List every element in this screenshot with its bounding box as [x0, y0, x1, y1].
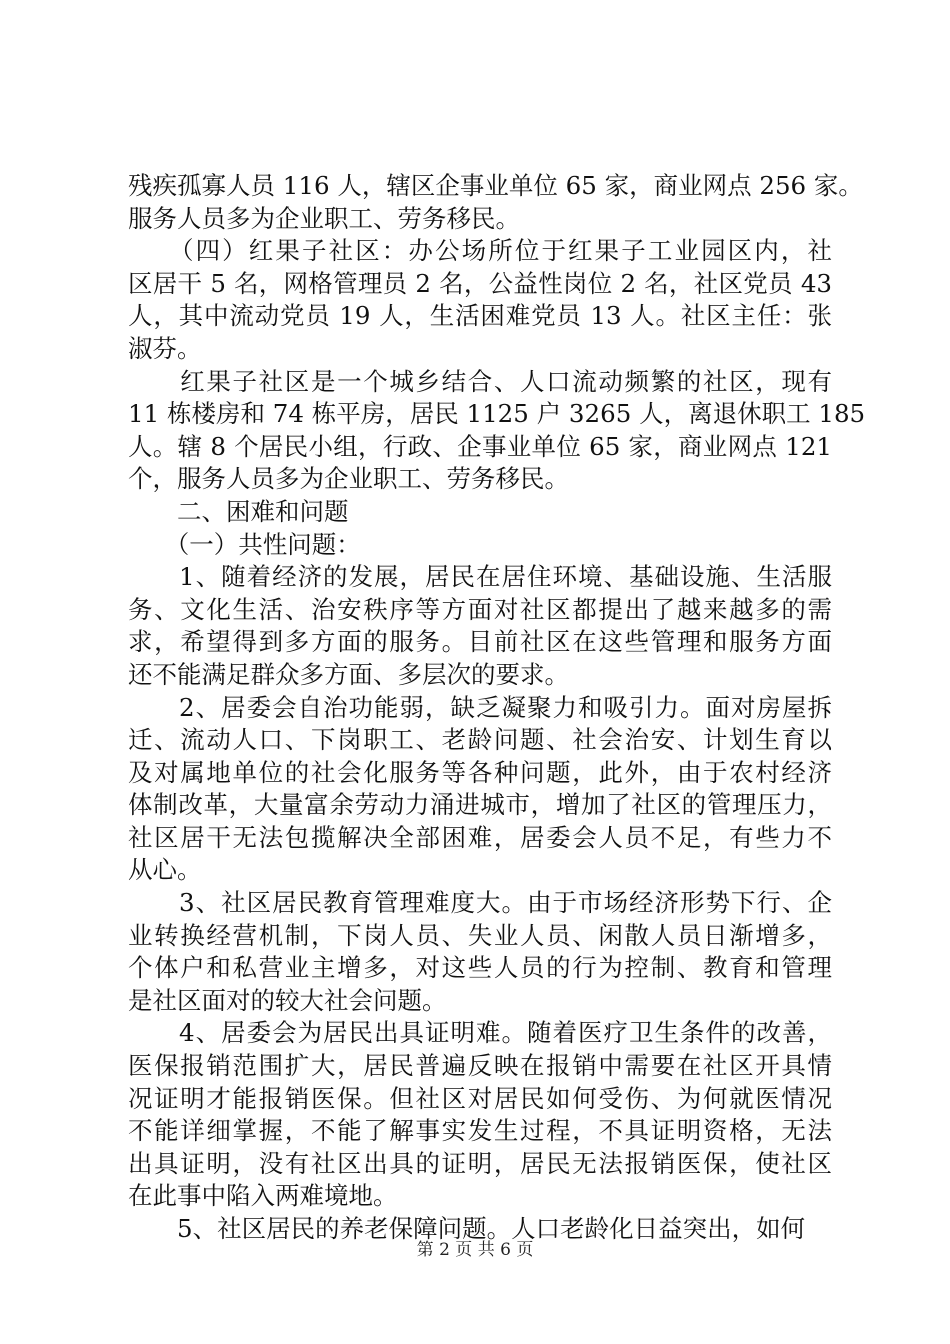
text-line: 残疾孤寡人员 116 人，辖区企事业单位 65 家，商业网点 256 家。	[128, 171, 863, 200]
text-line: 体制改革，大量富余劳动力涌进城市，增加了社区的管理压力，	[128, 790, 832, 820]
text-line: 求，希望得到多方面的服务。目前社区在这些管理和服务方面	[128, 627, 832, 657]
text-line: 4、居委会为居民出具证明难。随着医疗卫生条件的改善，	[128, 1018, 832, 1048]
text-line: 在此事中陷入两难境地。	[128, 1181, 398, 1211]
text-line: 社区居干无法包揽解决全部困难，居委会人员不足，有些力不	[128, 822, 832, 852]
text-line: 3、社区居民教育管理难度大。由于市场经济形势下行、企	[128, 888, 832, 918]
text-line: 红果子社区是一个城乡结合、人口流动频繁的社区，现有	[128, 366, 832, 396]
text-line: 还不能满足群众多方面、多层次的要求。	[128, 659, 569, 689]
text-line: 11 栋楼房和 74 栋平房，居民 1125 户 3265 人，离退休职工 185	[128, 399, 866, 429]
text-line: （一）共性问题：	[128, 529, 361, 559]
text-line: 人。辖 8 个居民小组，行政、企事业单位 65 家，商业网点 121	[128, 431, 832, 461]
text-line: 人，其中流动党员 19 人，生活困难党员 13 人。社区主任：张	[128, 301, 832, 331]
text-line: 服务人员多为企业职工、劳务移民。	[128, 203, 520, 233]
text-line: 是社区面对的较大社会问题。	[128, 985, 447, 1015]
text-line: 个，服务人员多为企业职工、劳务移民。	[128, 464, 569, 494]
text-line: （四）红果子社区：办公场所位于红果子工业园区内，社	[128, 236, 832, 266]
document-body	[128, 170, 866, 1246]
text-line: 及对属地单位的社会化服务等各种问题，此外，由于农村经济	[128, 757, 832, 787]
text-line: 医保报销范围扩大，居民普遍反映在报销中需要在社区开具情	[128, 1051, 832, 1081]
text-line: 况证明才能报销医保。但社区对居民如何受伤、为何就医情况	[128, 1083, 832, 1113]
text-line: 个体户和私营业主增多，对这些人员的行为控制、教育和管理	[128, 953, 832, 983]
text-line: 业转换经营机制，下岗人员、失业人员、闲散人员日渐增多，	[128, 920, 832, 950]
text-line: 迁、流动人口、下岗职工、老龄问题、社会治安、计划生育以	[128, 725, 832, 755]
text-line: 2、居委会自治功能弱，缺乏凝聚力和吸引力。面对房屋拆	[128, 692, 832, 722]
text-line: 从心。	[128, 855, 202, 885]
text-line: 1、随着经济的发展，居民在居住环境、基础设施、生活服	[128, 562, 832, 592]
text-line: 区居干 5 名，网格管理员 2 名，公益性岗位 2 名，社区党员 43	[128, 268, 832, 298]
text-line: 不能详细掌握，不能了解事实发生过程，不具证明资格，无法	[128, 1116, 832, 1146]
text-line: 二、困难和问题	[128, 496, 349, 526]
text-line: 出具证明，没有社区出具的证明，居民无法报销医保，使社区	[128, 1148, 832, 1178]
text-line: 务、文化生活、治安秩序等方面对社区都提出了越来越多的需	[128, 594, 832, 624]
text-line: 淑芬。	[128, 333, 202, 363]
page-footer: 第 2 页 共 6 页	[416, 1240, 534, 1260]
text-line: 5、社区居民的养老保障问题。人口老龄化日益突出，如何	[128, 1214, 806, 1243]
